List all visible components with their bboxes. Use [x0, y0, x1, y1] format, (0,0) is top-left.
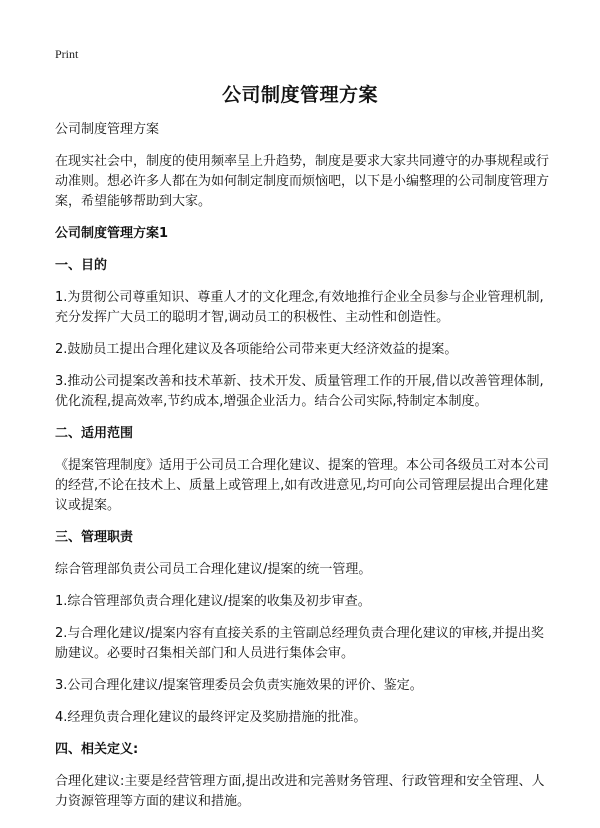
- body-paragraph: 3.公司合理化建议/提案管理委员会负责实施效果的评价、鉴定。: [55, 678, 423, 693]
- body-paragraph: 1.为贯彻公司尊重知识、尊重人才的文化理念,有效地推行企业全员参与企业管理机制,充分发挥广大员工的聪明才智,调动员工的积极性、主动性和创造性。: [55, 290, 544, 325]
- section-heading: 三、管理职责: [55, 530, 134, 545]
- section-heading: 一、目的: [55, 258, 108, 273]
- print-label: Print: [55, 47, 79, 61]
- body-paragraph: 4.经理负责合理化建议的最终评定及奖励措施的批准。: [55, 710, 367, 725]
- section-heading: 四、相关定义:: [55, 742, 139, 757]
- body-paragraph: 综合管理部负责公司员工合理化建议/提案的统一管理。: [55, 562, 372, 577]
- body-paragraph: 2.鼓励员工提出合理化建议及各项能给公司带来更大经济效益的提案。: [55, 342, 458, 357]
- section-title: 公司制度管理方案1: [55, 226, 169, 241]
- document-subtitle: 公司制度管理方案: [55, 122, 160, 137]
- document-title: 公司制度管理方案: [221, 84, 378, 106]
- body-paragraph: 2.与合理化建议/提案内容有直接关系的主管副总经理负责合理化建议的审核,并提出奖励建议。必要时召集相关部门和人员进行集体会审。: [55, 626, 544, 661]
- section-heading: 二、适用范围: [55, 426, 134, 441]
- body-paragraph: 1.综合管理部负责合理化建议/提案的收集及初步审查。: [55, 594, 371, 609]
- body-paragraph: 3.推动公司提案改善和技术革新、技术开发、质量管理工作的开展,借以改善管理体制,优化流程,提高效率,节约成本,增强企业活力。结合公司实际,特制定本制度。: [55, 374, 544, 409]
- body-paragraph: 合理化建议:主要是经营管理方面,提出改进和完善财务管理、行政管理和安全管理、人力资源管理等方面的建议和措施。: [55, 774, 545, 809]
- body-paragraph: 《提案管理制度》适用于公司员工合理化建议、提案的管理。本公司各级员工对本公司的经营,不论在技术上、质量上或管理上,如有改进意见,均可向公司管理层提出合理化建议或提案。: [55, 458, 550, 513]
- intro-paragraph: 在现实社会中，制度的使用频率呈上升趋势，制度是要求大家共同遵守的办事规程或行动准则。想必许多人都在为如何制定制度而烦恼吧，以下是小编整理的公司制度管理方案，希望能够帮助到大家。: [55, 154, 550, 209]
- document-blocks: [55, 256, 555, 812]
- document-body: [55, 120, 555, 824]
